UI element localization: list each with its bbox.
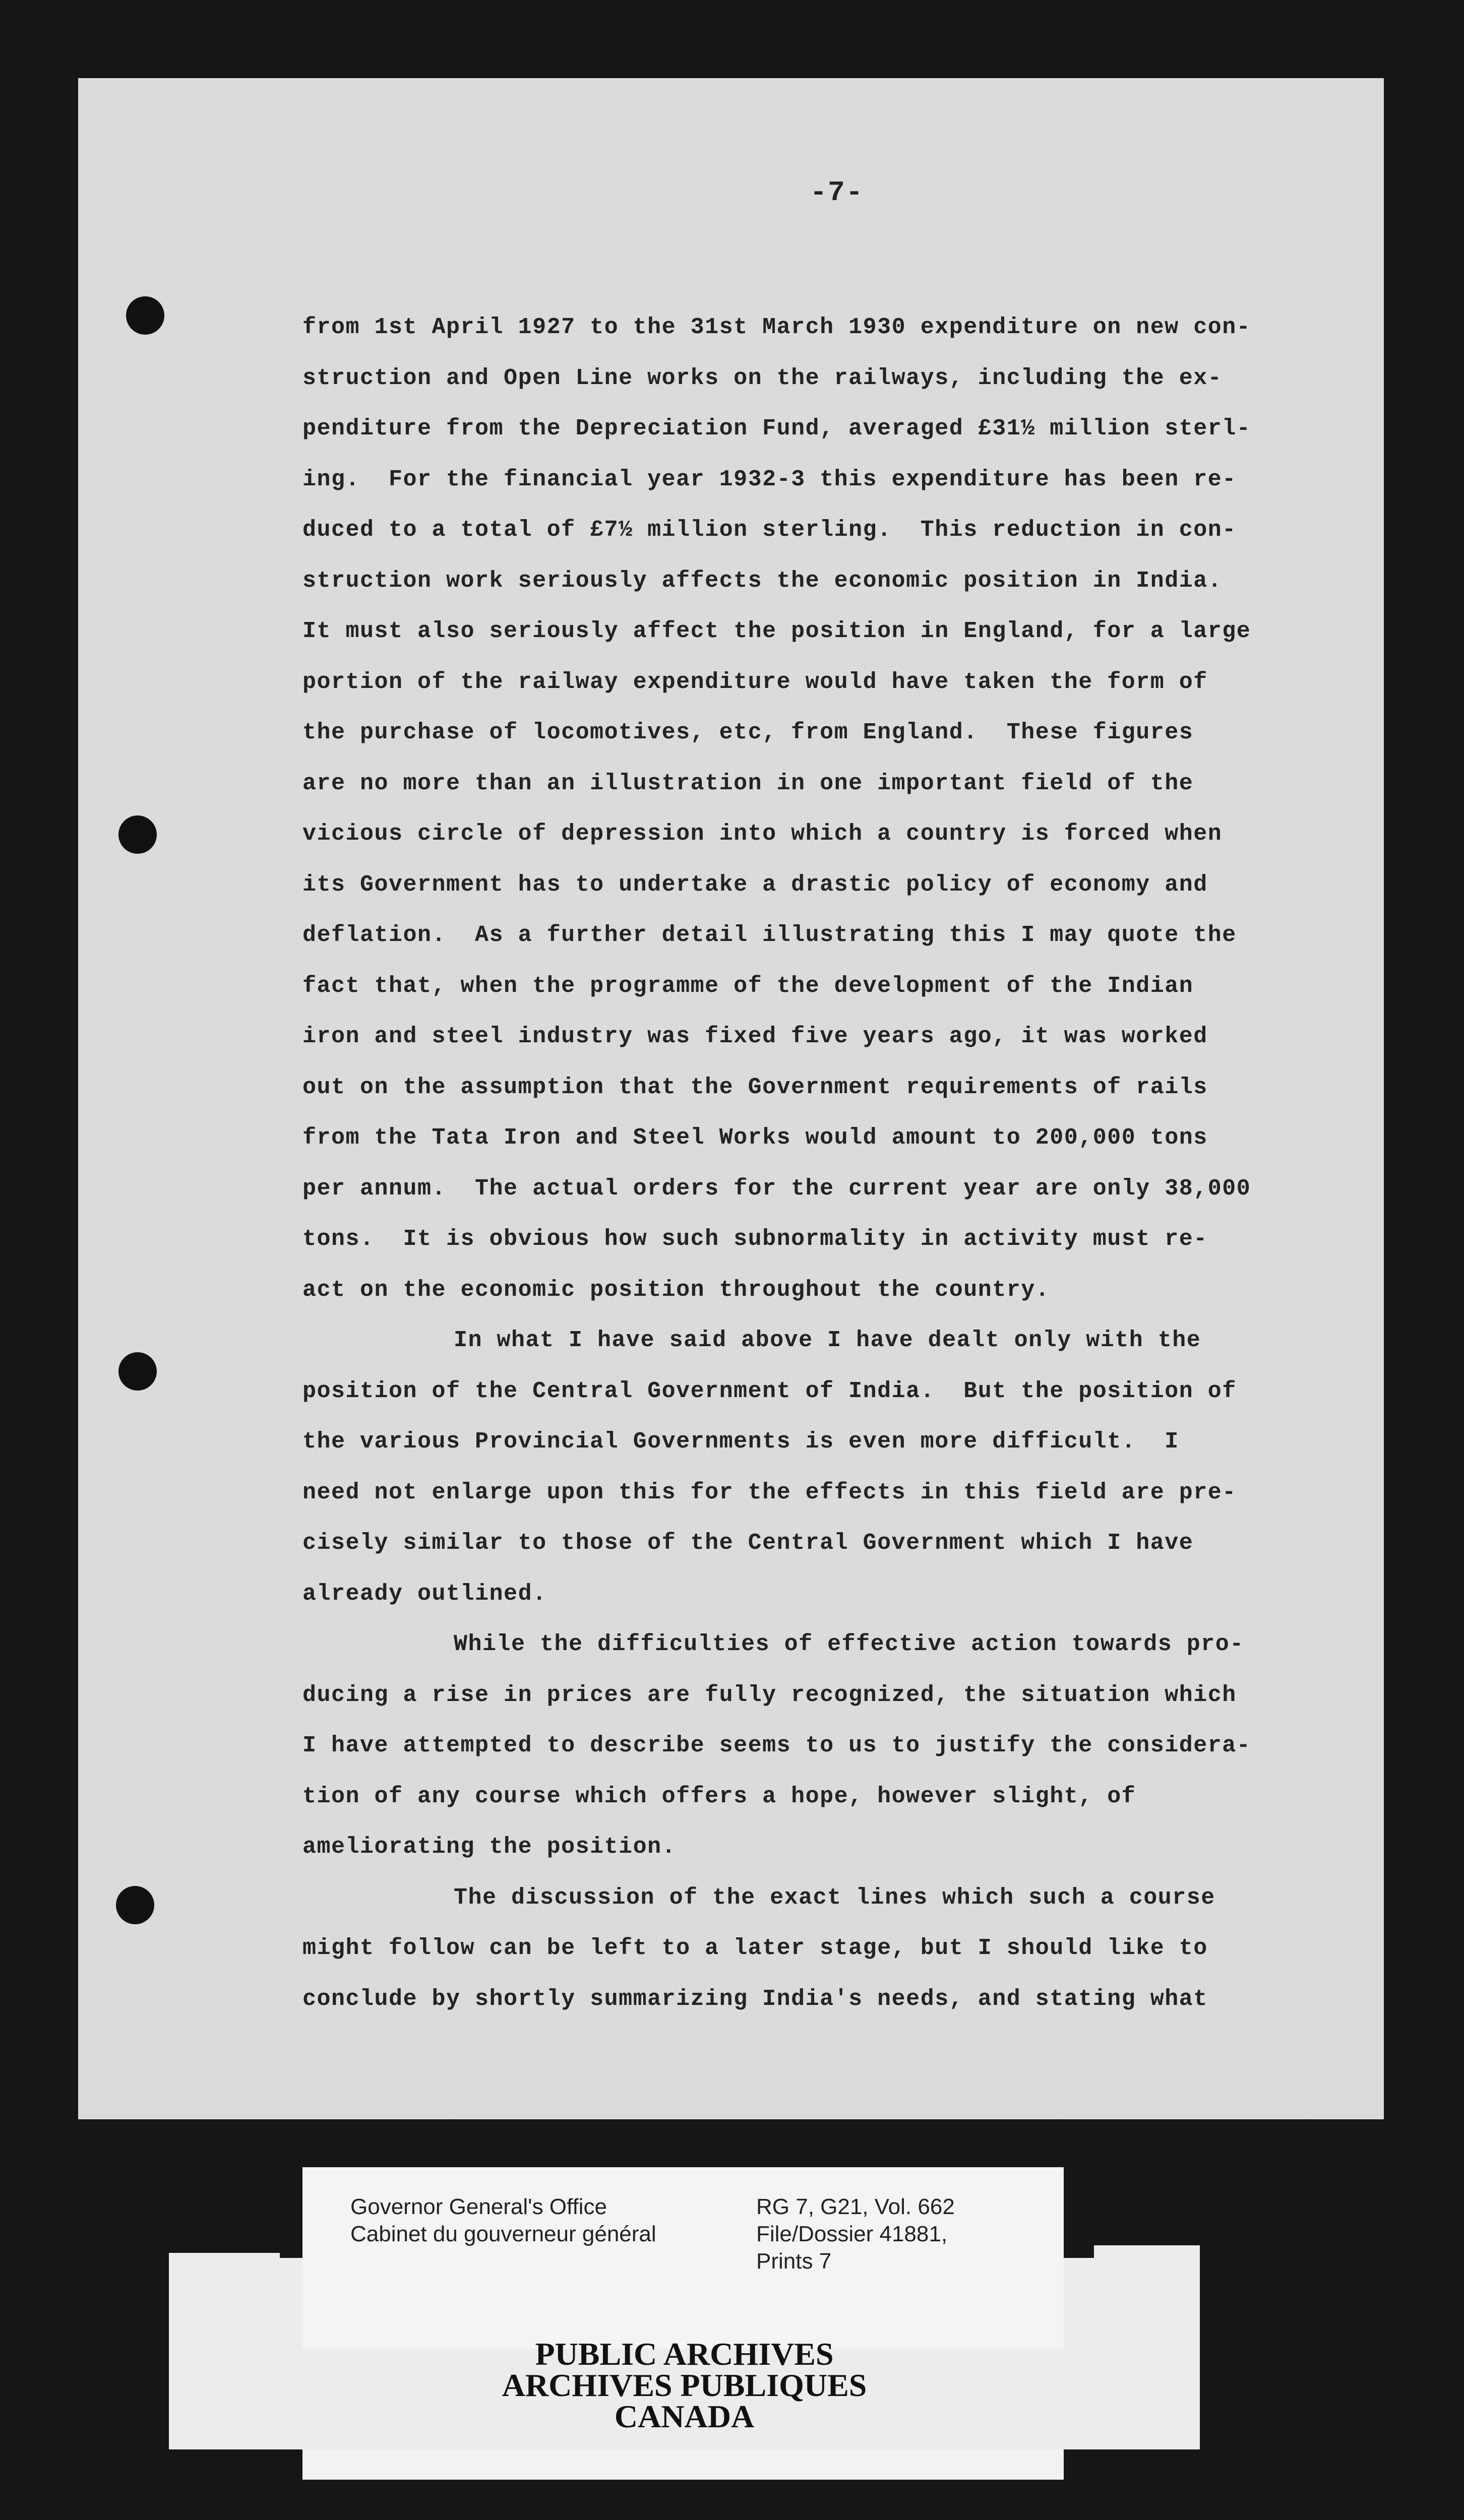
text-line: vicious circle of depression into which a country is forced when — [302, 821, 1223, 847]
label-bottom-edge — [302, 2449, 1064, 2480]
record-group: RG 7, G21, Vol. 662 — [756, 2194, 955, 2219]
text-line: duced to a total of £7½ million sterling. This reduction in con- — [302, 517, 1237, 543]
text-line: are no more than an illustration in one important field of the — [302, 770, 1194, 796]
punch-hole — [118, 815, 157, 854]
text-line: tons. It is obvious how such subnormality in activity must re- — [302, 1226, 1208, 1252]
text-line: struction work seriously affects the economic position in India. — [302, 568, 1223, 594]
text-line: tion of any course which offers a hope, however slight, of — [302, 1783, 1136, 1809]
text-line: deflation. As a further detail illustrating this I may quote the — [302, 922, 1237, 948]
page-number: -7- — [810, 176, 864, 209]
text-line: While the difficulties of effective action towards pro- — [454, 1631, 1244, 1657]
text-line: In what I have said above I have dealt only with the — [454, 1328, 1201, 1353]
text-line: its Government has to undertake a drastic policy of economy and — [302, 871, 1208, 898]
file-number: File/Dossier 41881, — [756, 2222, 948, 2246]
text-line: struction and Open Line works on the railways, including the ex- — [302, 365, 1223, 391]
punch-hole — [118, 1352, 157, 1391]
text-line: position of the Central Government of India. But the position of — [302, 1378, 1237, 1404]
text-line: from the Tata Iron and Steel Works would amount to 200,000 tons — [302, 1125, 1208, 1151]
text-line: fact that, when the programme of the development of the Indian — [302, 973, 1194, 999]
text-line: ing. For the financial year 1932-3 this expenditure has been re- — [302, 466, 1237, 492]
file-reference — [756, 2193, 955, 2275]
text-line: from 1st April 1927 to the 31st March 1930 expenditure on new con- — [302, 314, 1251, 340]
text-line: might follow can be left to a later stage, but I should like to — [302, 1935, 1208, 1961]
text-line: portion of the railway expenditure would have taken the form of — [302, 669, 1208, 695]
stamp-line: PUBLIC ARCHIVES — [535, 2336, 834, 2372]
prints-number: Prints 7 — [756, 2249, 832, 2274]
stamp-line: ARCHIVES PUBLIQUES — [502, 2367, 867, 2403]
office-name-en: Governor General's Office — [350, 2194, 607, 2219]
text-line: cisely similar to those of the Central Government which I have — [302, 1530, 1194, 1556]
office-name-fr: Cabinet du gouverneur général — [350, 2222, 656, 2246]
stamp-line: CANADA — [614, 2399, 755, 2434]
archives-stamp — [169, 2336, 1200, 2434]
text-line: already outlined. — [302, 1581, 547, 1607]
text-line: act on the economic position throughout the country. — [302, 1277, 1050, 1303]
text-line: need not enlarge upon this for the effects in this field are pre- — [302, 1479, 1237, 1505]
text-line: It must also seriously affect the position in England, for a large — [302, 618, 1251, 644]
text-line: ducing a rise in prices are fully recognized, the situation which — [302, 1682, 1237, 1708]
text-line: The discussion of the exact lines which such a course — [454, 1884, 1215, 1911]
text-line: iron and steel industry was fixed five years ago, it was worked — [302, 1024, 1208, 1049]
text-line: the purchase of locomotives, etc, from England. These figures — [302, 720, 1194, 745]
text-line: the various Provincial Governments is even more difficult. I — [302, 1429, 1179, 1455]
text-line: penditure from the Depreciation Fund, averaged £31½ million sterl- — [302, 416, 1251, 442]
archive-reference-label — [302, 2167, 1064, 2349]
punch-hole — [116, 1886, 154, 1924]
punch-hole — [126, 296, 164, 335]
text-line: I have attempted to describe seems to us to justify the considera- — [302, 1733, 1251, 1758]
text-line: out on the assumption that the Government requirements of rails — [302, 1074, 1208, 1100]
office-names — [350, 2193, 656, 2248]
text-line: per annum. The actual orders for the current year are only 38,000 — [302, 1175, 1251, 1202]
text-line: conclude by shortly summarizing India's needs, and stating what — [302, 1986, 1208, 2012]
document-body — [302, 302, 1341, 2025]
text-line: ameliorating the position. — [302, 1834, 677, 1860]
